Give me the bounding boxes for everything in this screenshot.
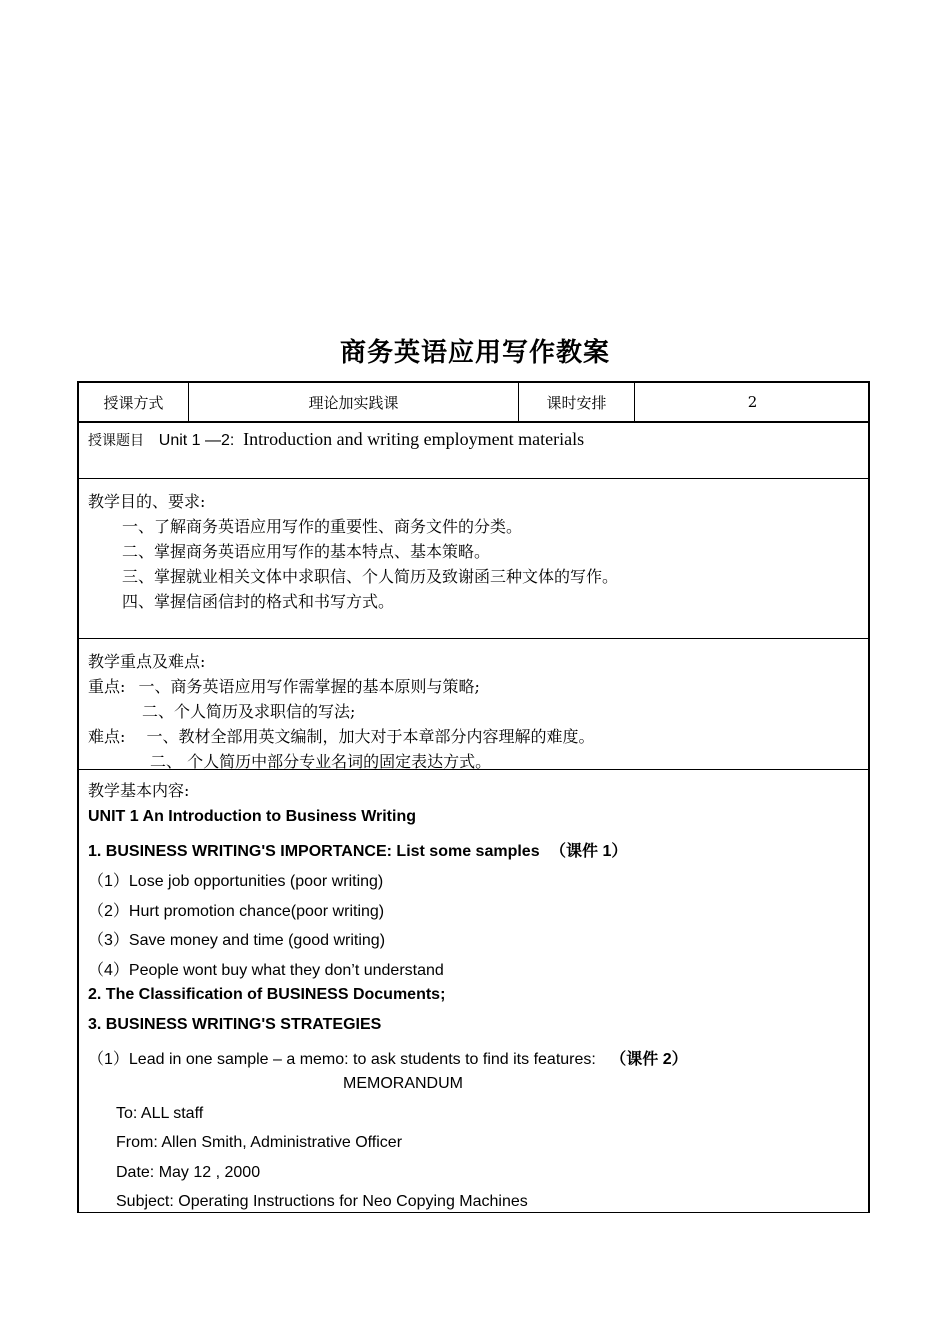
focus-label: 重点:	[88, 677, 126, 696]
section-1-heading	[88, 838, 627, 861]
difficulty-item: 二、 个人简历中部分专业名词的固定表达方式。	[150, 752, 492, 771]
section-3-item-text: （1）Lead in one sample – a memo: to ask students to find its features:	[88, 1051, 596, 1068]
list-item: （1）Lose job opportunities (poor writing)	[88, 873, 384, 890]
topic-row	[79, 423, 868, 479]
topic-text: Introduction and writing employment materials	[243, 429, 585, 449]
section-1-title: 1. BUSINESS WRITING'S IMPORTANCE: List some samples	[88, 843, 540, 860]
difficulty-item: 一、教材全部用英文编制，加大对于本章部分内容理解的难度。	[146, 727, 595, 746]
list-item: （4）People wont buy what they don’t understand	[88, 962, 444, 979]
section-3-item	[88, 1046, 688, 1069]
list-item: （2）Hurt promotion chance(poor writing)	[88, 903, 385, 920]
hours-value: 2	[747, 393, 758, 411]
list-item: （3）Save money and time (good writing)	[88, 932, 386, 949]
memo-to: To: ALL staff	[116, 1105, 204, 1122]
objectives-heading: 教学目的、要求:	[88, 492, 206, 511]
objective-item: 四、掌握信函信封的格式和书写方式。	[122, 592, 395, 611]
memo-from: From: Allen Smith, Administrative Officer	[116, 1134, 403, 1151]
method-value: 理论加实践课	[189, 383, 519, 421]
section-2-heading: 2. The Classification of BUSINESS Documents;	[88, 986, 446, 1003]
objective-item: 二、掌握商务英语应用写作的基本特点、基本策略。	[122, 542, 491, 561]
key-points-heading: 教学重点及难点:	[88, 652, 206, 671]
lesson-plan-table	[77, 381, 870, 1213]
objective-item: 三、掌握就业相关文体中求职信、个人简历及致谢函三种文体的写作。	[122, 567, 619, 586]
page-title: 商务英语应用写作教案	[339, 338, 610, 368]
key-points-row	[79, 639, 868, 770]
topic-unit: Unit 1 —2:	[158, 432, 235, 449]
section-1-ref: （课件 1）	[550, 843, 628, 860]
content-heading: 教学基本内容:	[88, 781, 190, 800]
objectives-row	[79, 479, 868, 639]
unit-title: UNIT 1 An Introduction to Business Writing	[88, 808, 416, 825]
header-row	[79, 383, 868, 423]
memo-date: Date: May 12 , 2000	[116, 1164, 261, 1181]
focus-item: 二、个人简历及求职信的写法;	[142, 702, 356, 721]
hours-label: 课时安排	[519, 383, 635, 421]
memo-title: MEMORANDUM	[343, 1075, 463, 1092]
section-3-heading: 3. BUSINESS WRITING'S STRATEGIES	[88, 1016, 382, 1033]
memo-subject: Subject: Operating Instructions for Neo Copying Machines	[116, 1193, 528, 1210]
focus-line-1	[88, 674, 480, 697]
content-row	[79, 770, 868, 1213]
section-3-item-ref: （课件 2）	[610, 1051, 688, 1068]
topic-label: 授课题目	[88, 433, 144, 449]
method-label: 授课方式	[79, 383, 189, 421]
focus-item: 一、商务英语应用写作需掌握的基本原则与策略;	[138, 677, 480, 696]
difficulty-line-1	[88, 724, 595, 747]
difficulty-label: 难点:	[88, 727, 126, 746]
objective-item: 一、了解商务英语应用写作的重要性、商务文件的分类。	[122, 517, 523, 536]
topic-line	[88, 429, 584, 450]
